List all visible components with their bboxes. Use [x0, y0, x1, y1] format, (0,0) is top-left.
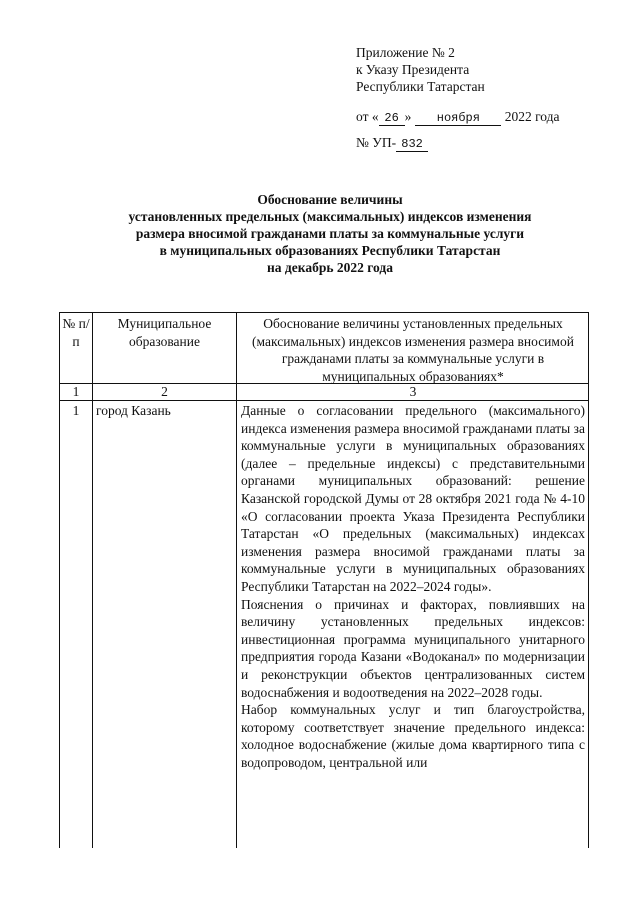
title-line: установленных предельных (максимальных) индексов изменения	[128, 209, 532, 224]
decree-number	[356, 134, 560, 152]
index-cell: 2	[161, 384, 168, 399]
row-justification	[238, 402, 588, 771]
number-value: 832	[396, 137, 428, 152]
date-day: 26	[379, 111, 405, 126]
appendix-number: Приложение № 2	[356, 45, 455, 60]
decree-ref-line: к Указу Президента	[356, 62, 470, 77]
document-title	[60, 191, 600, 276]
header-num: № п/п	[62, 316, 90, 349]
date-month: ноября	[415, 111, 501, 126]
republic-line: Республики Татарстан	[356, 79, 485, 94]
justification-table	[59, 312, 589, 848]
justification-paragraph: Пояснения о причинах и факторах, повлиявших на величину установленных предельных индексов: инвестиционная программа муниципального унитарного предприятия города Казани «Водоканал» по модернизации и реконструкции объектов централизованных систем водоснабжения и водоотведения на 2022–2028 годы.	[241, 596, 585, 700]
header-municipality: Муниципальное образование	[117, 316, 212, 349]
decree-reference	[356, 44, 560, 152]
index-cell: 1	[72, 384, 80, 399]
row-municipality: город Казань	[96, 403, 171, 418]
decree-date	[356, 108, 560, 126]
number-prefix: № УП-	[356, 135, 397, 150]
row-number: 1	[72, 403, 80, 418]
index-cell: 3	[409, 384, 417, 399]
title-line: на декабрь 2022 года	[267, 260, 393, 275]
title-line: размера вносимой гражданами платы за коммунальные услуги	[135, 226, 525, 241]
header-justification: Обоснование величины установленных предельных (максимальных) индексов изменения размера вносимой гражданами платы за коммунальные услуги в муниципальных образованиях*	[252, 316, 574, 384]
justification-paragraph: Набор коммунальных услуг и тип благоустройства, которому соответствует значение предельного индекса: холодное водоснабжение (жилые дома квартирного типа с водопроводом, центральной или	[241, 702, 585, 770]
justification-paragraph: Данные о согласовании предельного (максимального) индекса изменения размера вносимой гражданами платы за коммунальные услуги в муниципальных образованиях (далее – предельные индексы) с представительными органами муниципальных образований: решение Казанской городской Думы от 28 октября 2021 года № 4-10 «О согласовании проекта Указа Президента Республики Татарстан «О предельных (максимальных) индексах изменения размера вносимой гражданами платы за коммунальные услуги в муниципальных образованиях Республики Татарстан на 2022–2024 годы».	[241, 403, 585, 594]
date-mid: »	[404, 109, 412, 124]
date-suffix: 2022 года	[504, 109, 560, 124]
title-line: в муниципальных образованиях Республики Татарстан	[159, 243, 501, 258]
date-prefix: от «	[356, 109, 379, 124]
title-line: Обоснование величины	[257, 192, 403, 207]
